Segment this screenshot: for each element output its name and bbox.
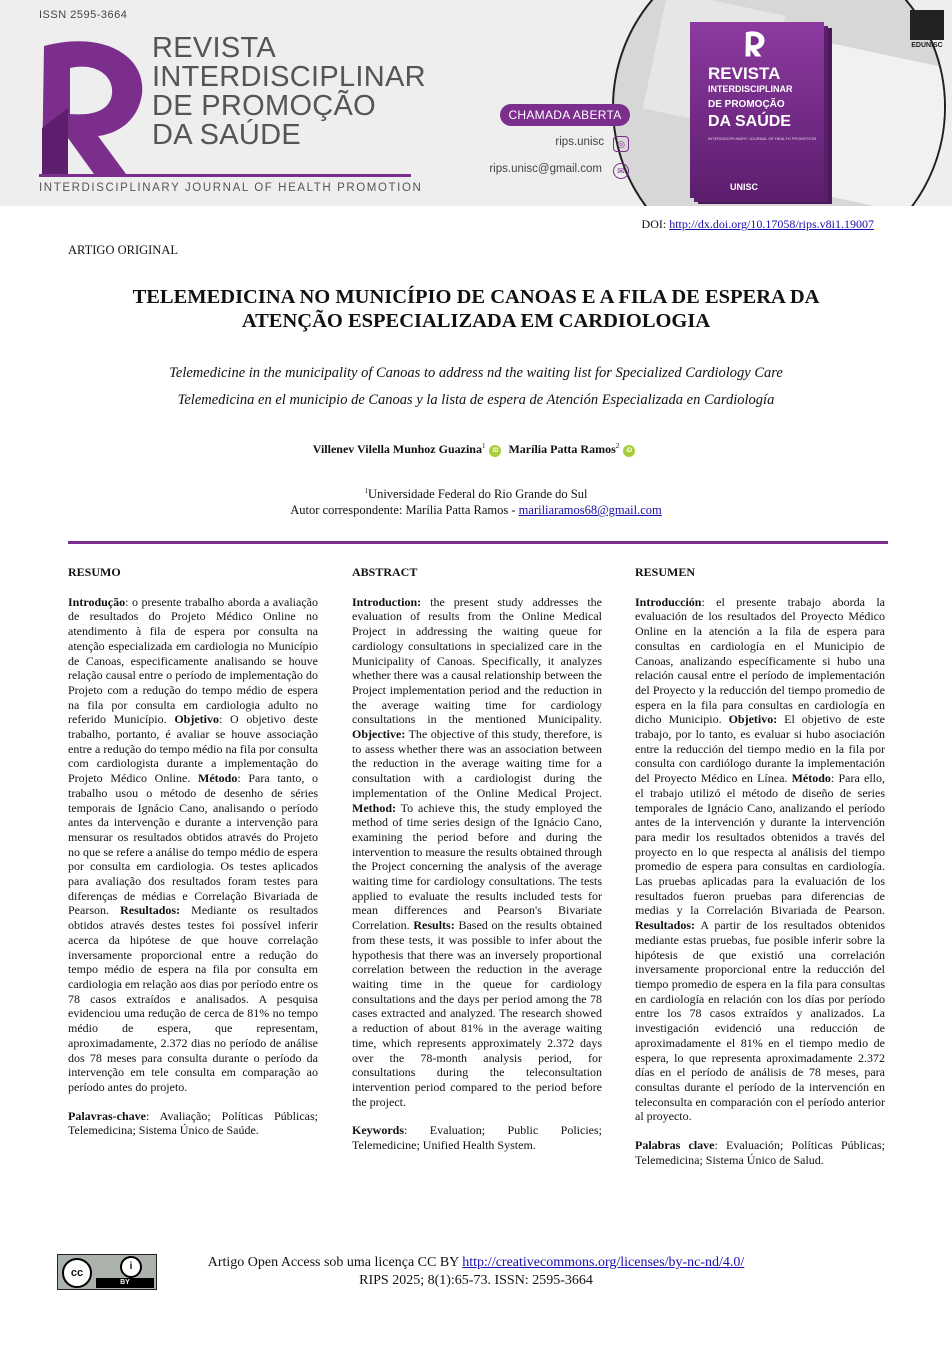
cover-publisher: UNISC bbox=[730, 182, 759, 192]
instagram-handle[interactable]: rips.unisc bbox=[555, 136, 604, 148]
resumen-keywords bbox=[635, 1138, 885, 1167]
doi-label: DOI: bbox=[641, 217, 667, 231]
section-label: Método bbox=[791, 771, 831, 786]
instagram-icon: ◎ bbox=[613, 136, 629, 152]
cc-license-badge[interactable] bbox=[57, 1254, 157, 1290]
article-title bbox=[60, 285, 892, 333]
contact-email[interactable]: rips.unisc@gmail.com bbox=[489, 163, 602, 175]
journal-title-line: REVISTA bbox=[152, 32, 277, 64]
publisher-logo-label: EDUNISC bbox=[911, 42, 943, 49]
section-text: El objetivo de este trabajo, por lo tanto, es evaluar si hubo asociación entre la reducción del tiempo medio en la fila por consulta con cardiólogo durante la implementación del Proyecto Médico en Línea. bbox=[635, 712, 885, 786]
section-text: : Para ello, el trabajo utilizó el método de diseño de series temporales de Ignácio Cano, analizando el período antes de la intervención y durante la intervención para medir los resultados obtenidos a través del proyecto en lo que respecta al análisis del tiempo promedio de espera para consultas en cardiología. Las pruebas aplicadas para la evaluación de los resultados fueron pruebas para diferencias de medias y la Correlación Bivariada de Pearson. bbox=[635, 771, 885, 918]
cover-subtitle: INTERDISCIPLINARY JOURNAL OF HEALTH PROMOTION bbox=[708, 136, 817, 141]
title-spanish: Telemedicina en el municipio de Canoas y la lista de espera de Atención Especializada en Cardiología bbox=[177, 392, 775, 408]
corresponding-author bbox=[60, 502, 892, 518]
cc-icon: cc bbox=[62, 1258, 92, 1288]
journal-subtitle: INTERDISCIPLINARY JOURNAL OF HEALTH PROMOTION bbox=[39, 182, 423, 194]
cover-title-line: DE PROMOÇÃO bbox=[708, 99, 785, 110]
section-divider bbox=[68, 541, 888, 544]
journal-title-line: DE PROMOÇÃO bbox=[152, 90, 377, 122]
call-for-papers-badge[interactable]: CHAMADA ABERTA bbox=[500, 104, 630, 126]
citation-line: RIPS 2025; 8(1):65-73. ISSN: 2595-3664 bbox=[359, 1273, 593, 1288]
keywords-label: Keywords bbox=[352, 1123, 404, 1138]
abstract-body bbox=[352, 595, 602, 1110]
license-line bbox=[160, 1254, 792, 1272]
cover-title-line: DA SAÚDE bbox=[708, 113, 791, 130]
journal-title-line: DA SAÚDE bbox=[152, 119, 302, 151]
issn-label: ISSN 2595-3664 bbox=[39, 9, 128, 21]
article-type: ARTIGO ORIGINAL bbox=[68, 243, 178, 257]
section-text: : O objetivo deste trabalho, portanto, é avaliar se houve associação entre a redução do tempo médio na fila por consulta com cardiologista durante a implementação do Projeto Médico Online. bbox=[68, 712, 318, 786]
orcid-icon[interactable]: iD bbox=[489, 445, 501, 457]
affiliation-mark: 1 bbox=[364, 487, 369, 495]
publisher-logo bbox=[907, 10, 947, 49]
section-text: : o presente trabalho aborda a avaliação de resultados do Projeto Médico Online no atendimento à fila de espera por consulta na atenção especializada em cardiologia no Município de Canoas, especificamente analisando se houve relação causal entre o período de implementação do Projeto com a redução do tempo médio de espera na fila por consulta em cardiologia adulto no referido Município. bbox=[68, 594, 318, 727]
keywords-text: : Evaluation; Public Policies; Telemedicine; Unified Health System. bbox=[352, 1123, 602, 1153]
mail-icon: ✉ bbox=[613, 163, 629, 179]
author-list bbox=[60, 442, 892, 457]
journal-title-line: INTERDISCIPLINAR bbox=[152, 61, 426, 93]
abstract-keywords bbox=[352, 1123, 602, 1152]
section-label: Introducción bbox=[635, 594, 702, 609]
doi-link[interactable]: http://dx.doi.org/10.17058/rips.v8i1.19007 bbox=[669, 217, 874, 231]
section-text: Based on the results obtained from these tests, it was possible to infer about the hypothesis that there was an inversely proportional correlation between the reduction in the average waiting time in the queue for cardiology consultations and the days per period among the 78 cases extracted and analyzed. The research showed a reduction of about 81% in the average waiting time, which represents approximately 2.372 days over the 78-month analysis period, for consultations during the teleconsultation intervention period compared to the period before the project. bbox=[352, 918, 603, 1109]
section-label: Introduction: bbox=[352, 594, 422, 609]
attribution-icon: i bbox=[120, 1256, 142, 1278]
resumo-keywords bbox=[68, 1109, 318, 1138]
resumen-body bbox=[635, 595, 885, 1124]
doi-line bbox=[642, 217, 874, 232]
section-label: Method: bbox=[352, 800, 396, 815]
affiliation-block bbox=[60, 483, 892, 518]
license-text: Artigo Open Access sob uma licença CC BY bbox=[207, 1255, 463, 1270]
journal-header-banner bbox=[0, 0, 952, 206]
page-footer bbox=[160, 1254, 792, 1290]
journal-cover-image bbox=[690, 22, 824, 198]
section-text: A partir de los resultados obtenidos mediante estas pruebas, fue posible inferir sobre la hipótesis de que existió una correlación inversamente proporcional entre la reducción del tiempo promedio de espera en la fila para consultas en cardiología en relación con los días por período entre los 78 casos extraídos y analizados. La investigación evidenció una reducción de aproximadamente el 81% en el tiempo medio de espera, lo que representa aproximadamente 2.372 días en el período de análisis de 78 meses, para consultas durante el período de la intervención en teleconsulta en comparación con el período anterior al proyecto. bbox=[635, 918, 885, 1124]
section-label: Introdução bbox=[68, 594, 126, 609]
author-name: Marília Patta Ramos bbox=[508, 442, 616, 456]
cc-by-label: BY bbox=[96, 1278, 154, 1288]
author-name: Villenev Vilella Munhoz Guazina bbox=[312, 442, 482, 456]
author-affiliation-mark: 2 bbox=[615, 442, 620, 450]
section-text: The objective of this study, therefore, is to assess whether there was an association between the reduction in the average waiting time for a consultation with a cardiologist during the implementation of the Online Medical Project. bbox=[352, 727, 602, 800]
article-title-line: ATENÇÃO ESPECIALIZADA EM CARDIOLOGIA bbox=[241, 310, 711, 332]
affiliation bbox=[60, 483, 892, 502]
section-label: Resultados: bbox=[120, 903, 181, 918]
author-affiliation-mark: 1 bbox=[481, 442, 486, 450]
section-text: : el presente trabajo aborda la evaluación de los resultados del Proyecto Médico Online en la atención a la fila de espera para consultas en cardiología en el Municipio de Canoas, analizando específicamente si hubo una relación causal entre el período de implementación del Proyecto y la reducción del tiempo promedio de espera en la fila para consultas en cardiología en dicho Municipio. bbox=[635, 594, 885, 727]
license-link[interactable]: http://creativecommons.org/licenses/by-nc-nd/4.0/ bbox=[462, 1255, 745, 1270]
section-text: the present study addresses the evaluation of results from the Online Medical Project in addressing the waiting queue for cardiology consultations in specialized care in the Municipality of Canoas. Specifically, it analyzes whether there was a causal relationship between the Project implementation period and the reduction in the average waiting time for cardiology consultations in the mentioned Municipality. bbox=[352, 594, 602, 727]
affiliation-text: Universidade Federal do Rio Grande do Sul bbox=[368, 487, 588, 502]
keywords-text: : Avaliação; Políticas Públicas; Telemedicina; Sistema Único de Saúde. bbox=[68, 1108, 318, 1138]
resumen-heading: RESUMEN bbox=[635, 565, 696, 579]
section-label: Método bbox=[198, 771, 238, 786]
resumo-heading: RESUMO bbox=[68, 565, 121, 579]
keywords-label: Palavras-chave bbox=[68, 1108, 146, 1123]
header-rule bbox=[39, 174, 411, 177]
section-label: Resultados: bbox=[635, 918, 696, 933]
keywords-label: Palabras clave bbox=[635, 1138, 715, 1153]
resumen-column bbox=[635, 565, 885, 1167]
article-title-line: TELEMEDICINA NO MUNICÍPIO DE CANOAS E A FILA DE ESPERA DA bbox=[132, 286, 820, 308]
publisher-logo-icon bbox=[910, 10, 944, 40]
journal-logo-icon bbox=[34, 38, 150, 178]
resumo-body bbox=[68, 595, 318, 1095]
abstract-heading: ABSTRACT bbox=[352, 565, 418, 579]
section-label: Objetivo: bbox=[728, 712, 778, 727]
cover-logo-icon bbox=[744, 30, 766, 58]
alternate-titles bbox=[60, 360, 892, 414]
section-text: To achieve this, the study employed the method of time series design of the Ignácio Cano, examining the period before and during the intervention to measure the results obtained through the Project concerning the analysis of the average waiting time for cardiology consultations. The tests applied to evaluate the results included tests for mean differences and Pearson's Bivariate Correlation. bbox=[352, 800, 602, 933]
cover-title-line: INTERDISCIPLINAR bbox=[708, 84, 793, 94]
cover-title: REVISTA bbox=[708, 64, 781, 83]
abstract-column bbox=[352, 565, 602, 1153]
section-label: Results: bbox=[413, 918, 455, 933]
orcid-icon[interactable]: iD bbox=[623, 445, 635, 457]
keywords-text: : Evaluación; Políticas Públicas; Telemedicina; Sistema Único de Salud. bbox=[635, 1138, 885, 1167]
journal-title bbox=[152, 34, 426, 150]
section-label: Objective: bbox=[352, 727, 406, 742]
section-text: Mediante os resultados obtidos através destes testes foi possível inferir acerca da hipótese de que houve correlação inversamente proporcional entre a redução do tempo médio de espera na fila por consulta em cardiologia em relação aos dias por período entre os 78 casos extraídos e analisados. A pesquisa evidenciou uma redução de cerca de 81% no tempo médio de espera, que representam, aproximadamente, 2.372 dias no período de análise dos 78 meses para consulta durante o período da intervenção em tele consulta em comparação ao período antes do projeto. bbox=[68, 903, 318, 1094]
corresponding-label: Autor correspondente: Marília Patta Ramos - bbox=[290, 503, 519, 518]
title-english: Telemedicine in the municipality of Canoas to address nd the waiting list for Specialized Cardiology Care bbox=[169, 365, 783, 381]
section-text: : Para tanto, o trabalho usou o método de desenho de séries temporais de Ignácio Cano, analisando o período antes da intervenção e durante a intervenção para mensurar os resultados obtidos através do Projeto no que se refere a análise do tempo médio de espera por consulta em cardiologia. Os testes aplicados para avaliação dos resultados foram testes para diferenças de médias e Correlação Bivariada de Pearson. bbox=[68, 771, 318, 918]
section-label: Objetivo bbox=[174, 712, 219, 727]
resumo-column bbox=[68, 565, 318, 1138]
corresponding-email-link[interactable]: mariliaramos68@gmail.com bbox=[518, 503, 662, 518]
